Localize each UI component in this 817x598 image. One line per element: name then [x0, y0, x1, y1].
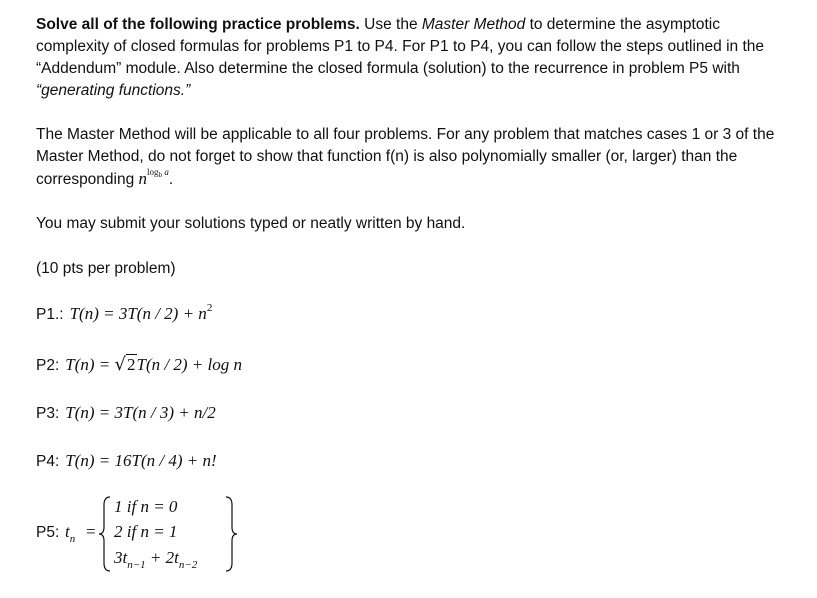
p5-equals: =	[86, 522, 96, 541]
problem-p3	[36, 402, 216, 425]
submit-note: You may submit your solutions typed or neatly written by hand.	[36, 215, 466, 232]
master-note-n: n	[138, 169, 148, 188]
p3-expression: T(n) = 3T(n / 3) + n/2	[65, 403, 216, 422]
problem-p2	[36, 354, 242, 377]
p5-case-2: 2 if n = 1	[114, 522, 178, 541]
p5-left-brace	[98, 495, 112, 573]
p1-exponent: 2	[206, 302, 213, 314]
p5-lhs: $t_n$	[65, 522, 76, 545]
intro-text-2: to determine the asymptotic complexity of closed formulas for problems P1 to P4. For P1 to P4, you can follow the steps outlined in the “Addendum” module. Also determine the closed formula (solution) to the recurrence in problem P5 with	[36, 16, 765, 77]
sqrt-symbol: √	[114, 354, 126, 375]
p4-expression: T(n) = 16T(n / 4) + n!	[65, 451, 217, 470]
master-note-paragraph	[36, 124, 786, 193]
intro-generating-functions: “generating functions.”	[36, 82, 191, 99]
master-note-exponent: logb a	[147, 167, 169, 179]
p5-case-3: $3t_{n-1} + 2t_{n-2}$	[114, 548, 198, 571]
p3-label: P3:	[36, 405, 60, 422]
p5-label: P5:	[36, 524, 60, 541]
p2-sqrt	[115, 354, 137, 377]
problem-p5	[36, 493, 296, 575]
points-note: (10 pts per problem)	[36, 260, 176, 277]
p2-rest: T(n / 2) + log n	[136, 355, 242, 374]
p2-sqrt-arg: 2	[127, 355, 136, 374]
problem-p1	[36, 303, 212, 327]
intro-bold-lead: Solve all of the following practice problems.	[36, 16, 360, 33]
intro-master-method: Master Method	[421, 16, 526, 33]
p2-label: P2:	[36, 357, 60, 374]
master-note-text: The Master Method will be applicable to all four problems. For any problem that matches cases 1 or 3 of the Master Method, do not forget to show that function f(n) is also polynomially smaller (or, larger) than the corresponding	[36, 126, 775, 188]
intro-text-1: Use the	[359, 16, 422, 33]
p4-label: P4:	[36, 453, 60, 470]
p1-label: P1.:	[36, 306, 64, 323]
p2-lhs: T(n) =	[65, 355, 115, 374]
p5-right-brace	[224, 495, 238, 573]
master-note-period: .	[168, 171, 174, 188]
p1-expression: T(n) = 3T(n / 2) + n	[69, 304, 207, 323]
intro-paragraph	[36, 14, 786, 102]
p5-case-1: 1 if n = 0	[114, 497, 178, 516]
problem-p4	[36, 450, 217, 473]
